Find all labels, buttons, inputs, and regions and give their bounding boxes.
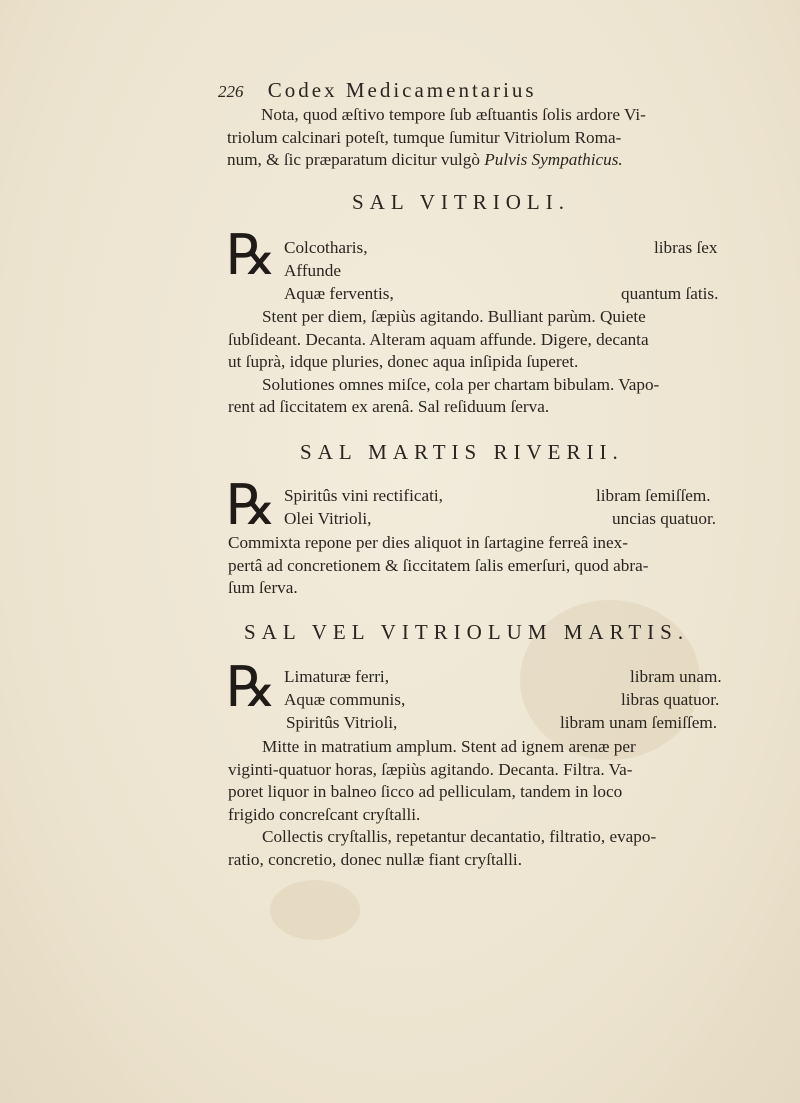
text-line: Commixta repone per dies aliquot in ſartagine ferreâ inex- [228,533,628,552]
ingredient-name: Spiritûs Vitrioli, [286,713,398,732]
recipe-instructions [228,532,768,600]
svg-text:℞: ℞ [226,228,276,280]
ingredient-name: Aquæ communis, [284,690,406,709]
ingredient-name: Limaturæ ferri, [284,667,389,686]
section-title: SAL MARTIS RIVERII. [300,440,624,464]
ingredient-name: Spiritûs vini rectificati, [284,486,443,505]
ingredient-quantity: libras ſex [654,238,718,257]
text-line: Collectis cryſtallis, repetantur decantatio, filtratio, evapo- [262,827,657,846]
section-title: SAL VITRIOLI. [352,190,570,214]
ingredient-quantity: libram ſemiſſem. [596,486,711,505]
intro-paragraph [227,104,767,172]
ingredient-quantity: quantum ſatis. [621,284,719,303]
running-header [218,78,688,103]
text-line: poret liquor in balneo ſicco ad pelliculam, tandem in loco [228,782,623,801]
header-title: Codex Medicamentarius [267,78,537,102]
ingredient-name: Aquæ ferventis, [284,284,394,303]
text-line: viginti-quatuor horas, ſæpiùs agitando. Decanta. Filtra. Va- [228,759,633,779]
text-line: Nota, quod æſtivo tempore ſub æſtuantis ſolis ardore Vi- [261,105,646,124]
text-line: triolum calcinari poteſt, tumque ſumitur Vitriolum Roma- [227,127,622,147]
text-span: num, & ſic præparatum dicitur vulgò [227,150,485,169]
text-line: frigido concreſcant cryſtalli. [228,804,421,824]
ingredient-name: Affunde [284,261,341,280]
svg-text:℞: ℞ [226,478,276,530]
recipe-rx-icon [226,228,276,280]
svg-text:℞: ℞ [226,660,276,712]
recipe-rx-icon [226,660,276,712]
italic-term: Pulvis Sympathicus. [484,150,623,169]
text-line: pertâ ad concretionem & ſiccitatem ſalis emerſuri, quod abra- [228,555,649,575]
ingredient-name: Olei Vitrioli, [284,509,372,528]
recipe-instructions [228,306,768,419]
section-title: SAL VEL VITRIOLUM MARTIS. [244,620,690,644]
text-line [227,149,767,172]
text-line: rent ad ſiccitatem ex arenâ. Sal reſiduum ſerva. [228,397,550,416]
text-line: Stent per diem, ſæpiùs agitando. Bulliant parùm. Quiete [262,307,646,326]
paper-stain [270,880,360,940]
ingredient-quantity: libram unam. [630,667,722,686]
text-line: ratio, concretio, donec nullæ fiant cryſtalli. [228,849,523,869]
text-line: Solutiones omnes miſce, cola per chartam bibulam. Vapo- [262,374,660,394]
recipe-rx-icon [226,478,276,530]
ingredient-quantity: libras quatuor. [621,690,720,709]
page-number: 226 [218,82,244,101]
text-line: ut ſuprà, idque pluries, donec aqua inſipida ſuperet. [228,352,579,371]
ingredient-quantity: libram unam ſemiſſem. [560,713,718,732]
text-line: ſubſideant. Decanta. Alteram aquam affunde. Digere, decanta [228,329,649,349]
ingredient-name: Colcotharis, [284,238,368,257]
recipe-instructions [228,736,768,871]
ingredient-quantity: uncias quatuor. [612,509,717,528]
text-line: ſum ſerva. [228,578,298,597]
text-line: Mitte in matratium amplum. Stent ad ignem arenæ per [262,737,636,756]
